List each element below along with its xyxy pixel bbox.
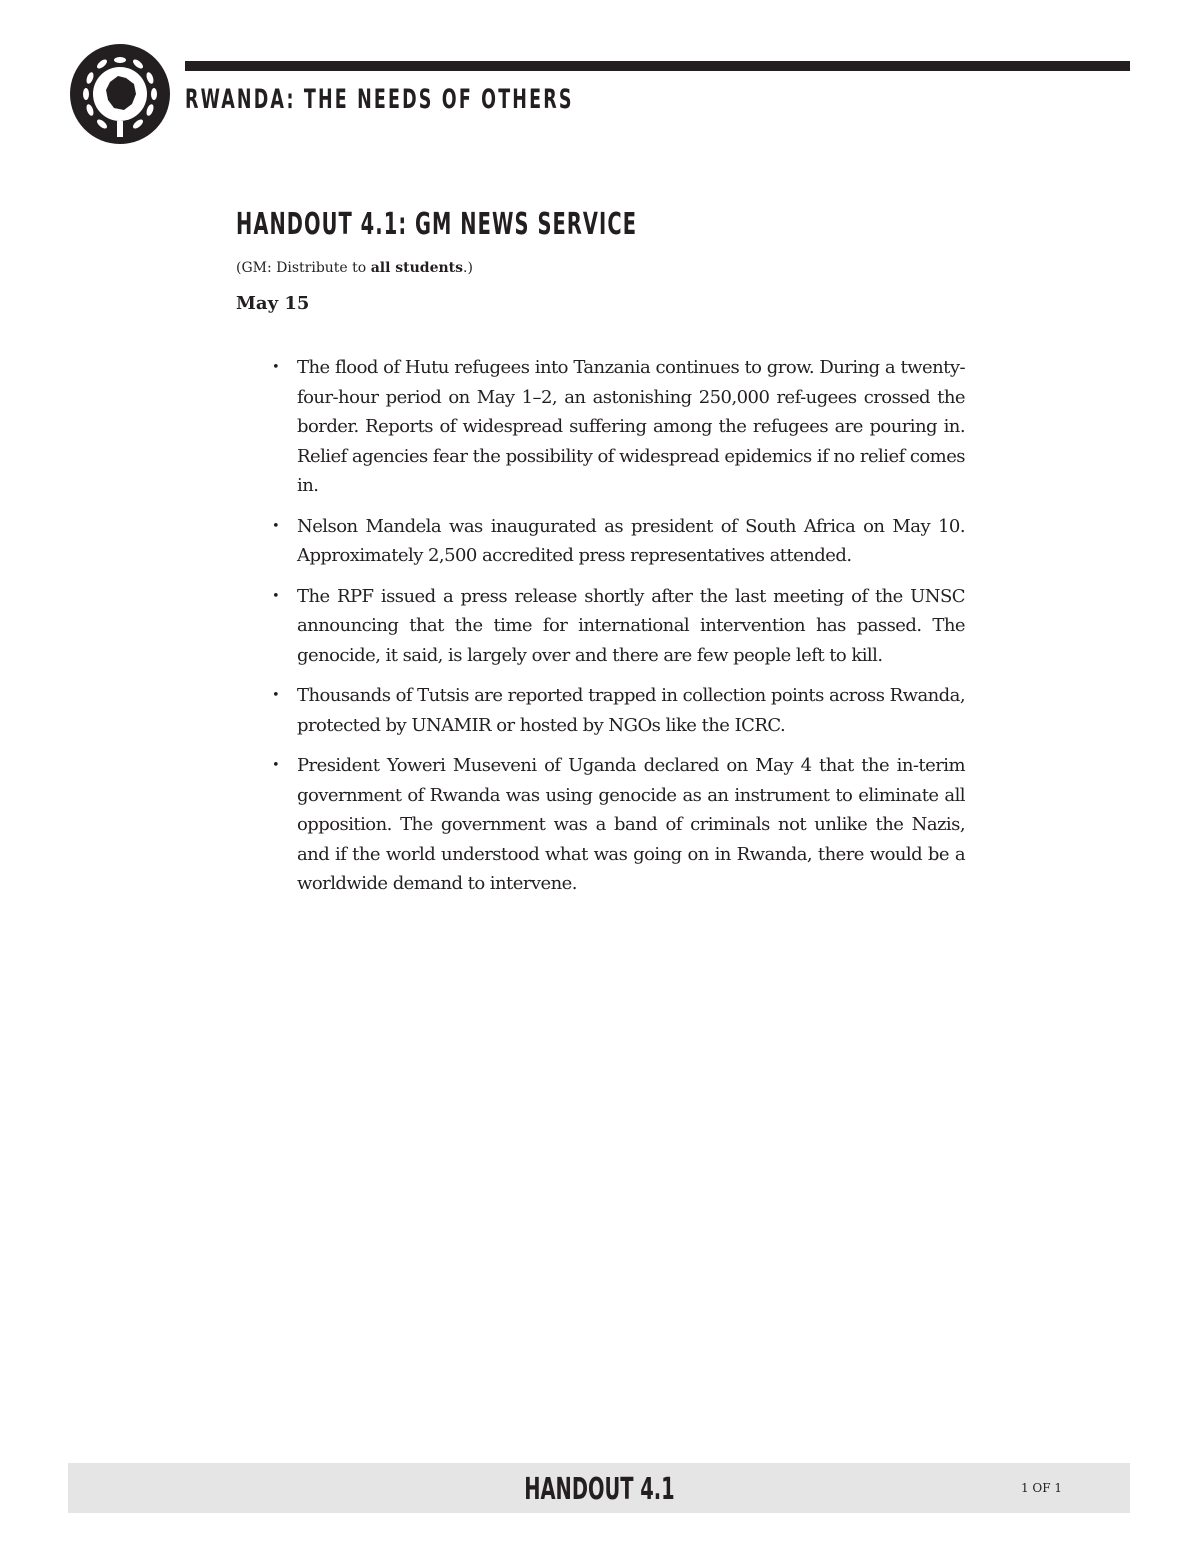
instruction-audience: all students bbox=[370, 260, 464, 276]
rwanda-map-wreath-emblem-icon bbox=[68, 42, 172, 146]
gm-instruction bbox=[236, 260, 473, 276]
news-item: • Nelson Mandela was inaugurated as president of South Africa on May 10. Approximately 2,500 accredited press representatives attended. bbox=[297, 512, 965, 571]
news-item: • President Yoweri Museveni of Uganda declared on May 4 that the in-terim government of Rwanda was using genocide as an instrument to eliminate all opposition. The government was a band of criminals not unlike the Nazis, and if the world understood what was going on in Rwanda, there would be a worldwide demand to intervene. bbox=[297, 751, 965, 899]
instruction-suffix: .) bbox=[463, 260, 473, 276]
news-list bbox=[297, 353, 965, 910]
news-item: • The RPF issued a press release shortly after the last meeting of the UNSC announcing that the time for international intervention has passed. The genocide, it said, is largely over and there are few people left to kill. bbox=[297, 582, 965, 671]
news-item: • The flood of Hutu refugees into Tanzania continues to grow. During a twenty-four-hour period on May 1–2, an astonishing 250,000 ref-ugees crossed the border. Reports of widespread suffering among the refugees are pouring in. Relief agencies fear the possibility of widespread epidemics if no relief comes in. bbox=[297, 353, 965, 501]
date-heading: May 15 bbox=[236, 293, 310, 314]
footer-title bbox=[68, 1472, 1130, 1507]
series-title: RWANDA: THE NEEDS OF OTHERS bbox=[185, 84, 574, 115]
footer-bar bbox=[68, 1463, 1130, 1513]
news-item: • Thousands of Tutsis are reported trapped in collection points across Rwanda, protected by UNAMIR or hosted by NGOs like the ICRC. bbox=[297, 681, 965, 740]
handout-title: HANDOUT 4.1: GM NEWS SERVICE bbox=[236, 207, 638, 242]
footer-title-text: HANDOUT 4.1 bbox=[523, 1472, 675, 1507]
instruction-prefix: (GM: Distribute to bbox=[236, 260, 371, 276]
header-rule bbox=[185, 61, 1130, 71]
page-count: 1 OF 1 bbox=[1020, 1481, 1062, 1495]
